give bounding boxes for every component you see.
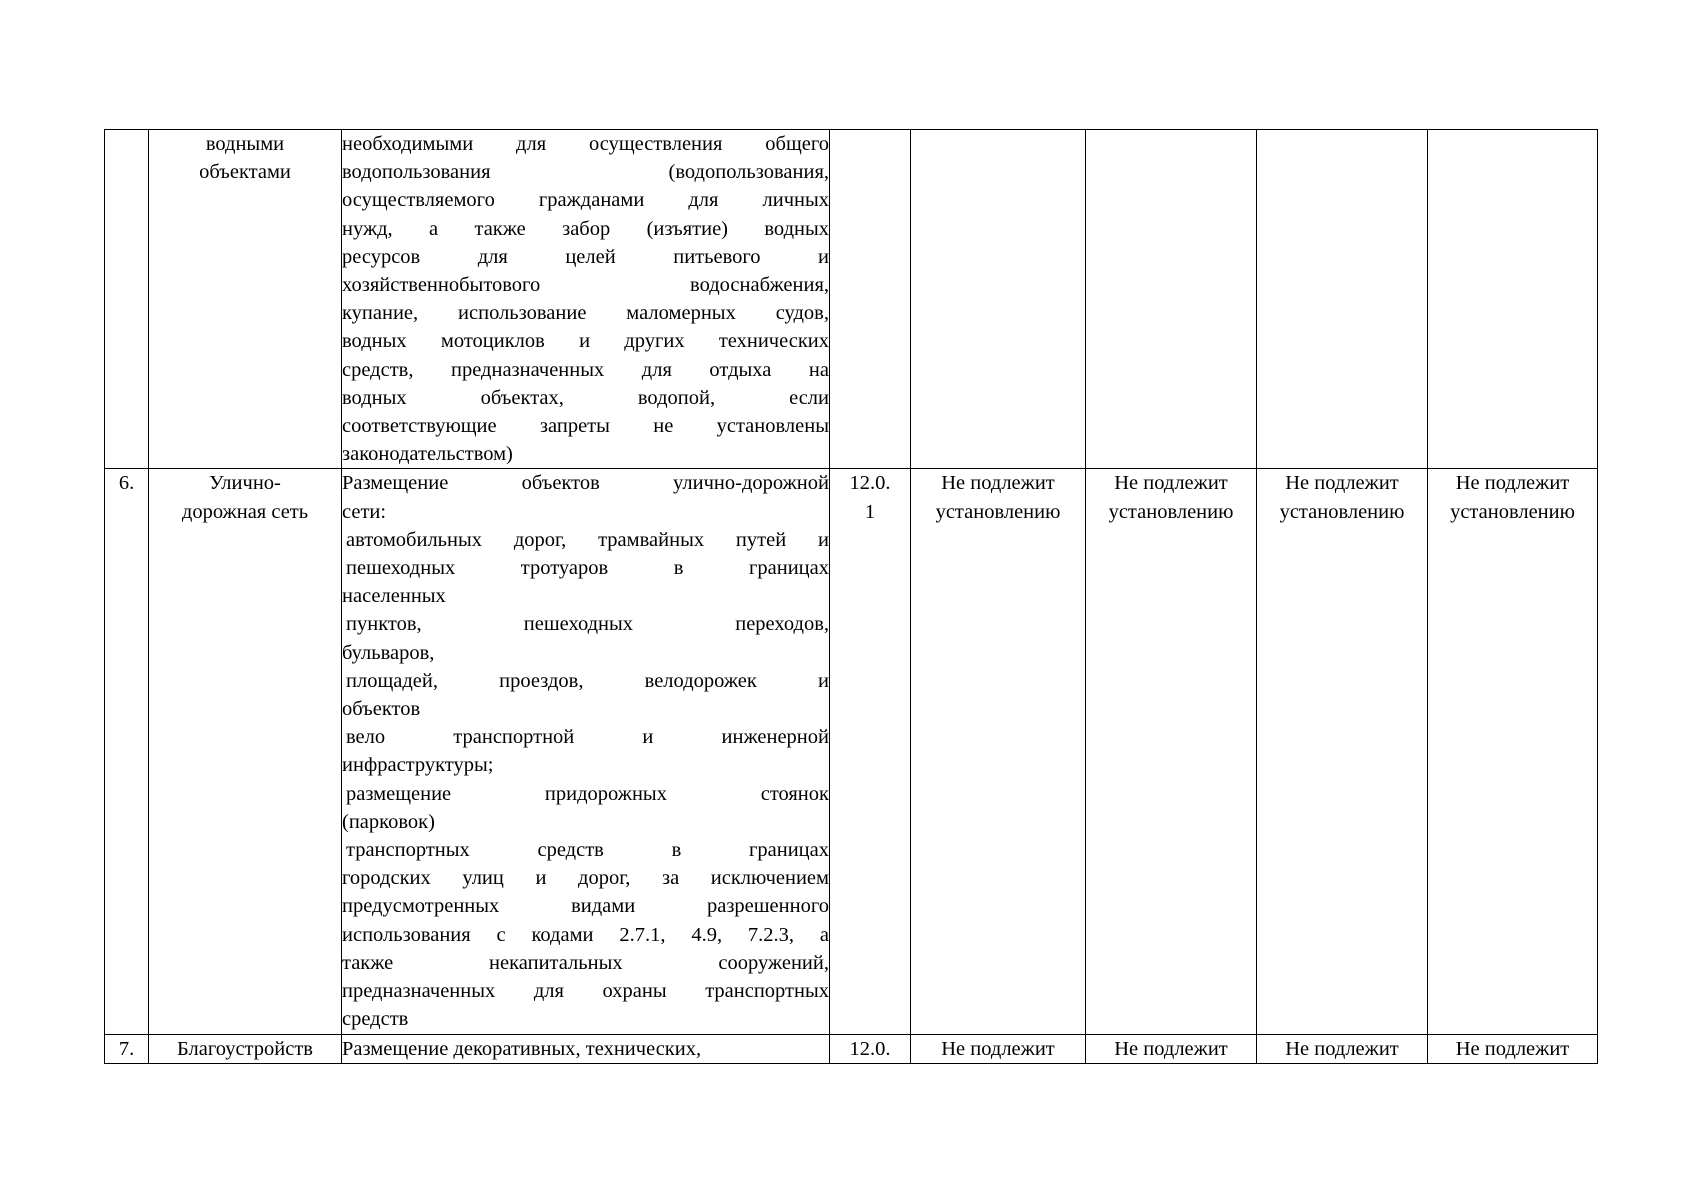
cell-line: Не подлежит xyxy=(941,472,1055,495)
description-line: населенных xyxy=(342,585,446,608)
use-code-cell xyxy=(830,130,911,469)
row-number-cell: 6. xyxy=(105,469,149,1034)
cell-line: 12.0. xyxy=(849,472,891,495)
parameter-value-cell-1 xyxy=(911,130,1086,469)
use-code-cell xyxy=(830,1034,911,1063)
description-line: автомобильных дорог, трамвайных путей и xyxy=(346,528,829,551)
cell-line: установлению xyxy=(935,500,1061,523)
cell-line: Не подлежит xyxy=(1114,472,1228,495)
use-description-cell xyxy=(342,469,830,1034)
parameter-value-cell-3 xyxy=(1257,130,1428,469)
parameter-value-cell-2 xyxy=(1086,1034,1257,1063)
parameter-value-cell-1 xyxy=(911,1034,1086,1063)
cell-line: 1 xyxy=(864,500,876,523)
description-line: также некапитальных сооружений, xyxy=(342,951,829,974)
description-line: средств, предназначенных для отдыха на xyxy=(342,358,829,381)
description-line: транспортных средств в границах xyxy=(346,839,829,862)
description-line: городских улиц и дорог, за исключением xyxy=(342,867,829,890)
cell-line: Не подлежит xyxy=(1285,472,1399,495)
table-row xyxy=(105,469,1598,1034)
description-line: ресурсов для целей питьевого и xyxy=(342,245,829,268)
parameter-value-cell-4 xyxy=(1428,1034,1598,1063)
description-line: соответствующие запреты не установлены xyxy=(342,415,829,438)
use-code-cell xyxy=(830,469,911,1034)
use-type-name-cell xyxy=(149,469,342,1034)
cell-line: Не подлежит xyxy=(1285,1037,1399,1060)
cell-line: Не подлежит xyxy=(941,1037,1055,1060)
description-line: законодательством) xyxy=(342,443,513,466)
description-line: водопользования (водопользования, xyxy=(342,161,829,184)
cell-line: установлению xyxy=(1450,500,1575,523)
cell-line: водными xyxy=(205,133,285,155)
parameter-value-cell-2 xyxy=(1086,130,1257,469)
parameter-value-cell-4 xyxy=(1428,130,1598,469)
description-line: Размещение объектов улично-дорожной xyxy=(342,472,829,495)
description-line: инфраструктуры; xyxy=(342,754,494,777)
land-use-table xyxy=(104,129,1598,1064)
cell-line: объектами xyxy=(199,161,291,184)
description-line: пунктов, пешеходных переходов, xyxy=(346,613,829,636)
parameter-value-cell-1 xyxy=(911,469,1086,1034)
description-line: объектов xyxy=(342,698,421,721)
parameter-value-cell-4 xyxy=(1428,469,1598,1034)
description-line: пешеходных тротуаров в границах xyxy=(346,557,829,580)
use-type-name-cell xyxy=(149,130,342,469)
description-line: средств xyxy=(342,1008,409,1031)
description-line: (парковок) xyxy=(342,810,435,833)
table-row xyxy=(105,130,1598,469)
description-line: водных мотоциклов и других технических xyxy=(342,330,829,353)
description-line: бульваров, xyxy=(342,641,435,664)
description-line: осуществляемого гражданами для личных xyxy=(342,189,829,212)
cell-line: Не подлежит xyxy=(1114,1037,1228,1060)
description-line: площадей, проездов, велодорожек и xyxy=(346,669,829,692)
cell-line: дорожная сеть xyxy=(181,500,309,523)
description-line: предназначенных для охраны транспортных xyxy=(342,980,829,1003)
parameter-value-cell-3 xyxy=(1257,1034,1428,1063)
description-line: необходимыми для осуществления общего xyxy=(342,133,829,155)
cell-line: установлению xyxy=(1279,500,1405,523)
table-row xyxy=(105,1034,1598,1063)
table-body xyxy=(105,130,1598,1064)
row-number-cell xyxy=(105,130,149,469)
cell-line: Не подлежит xyxy=(1455,472,1570,495)
description-line: сети: xyxy=(342,500,387,523)
row-number-cell: 7. xyxy=(105,1034,149,1063)
description-line: размещение придорожных стоянок xyxy=(346,782,829,805)
description-line: предусмотренных видами разрешенного xyxy=(342,895,829,918)
parameter-value-cell-2 xyxy=(1086,469,1257,1034)
description-line: использования с кодами 2.7.1, 4.9, 7.2.3, а xyxy=(342,923,829,946)
cell-line: установлению xyxy=(1108,500,1234,523)
description-line: Размещение декоративных, технических, xyxy=(342,1037,702,1060)
description-line: купание, использование маломерных судов, xyxy=(342,302,829,325)
parameter-value-cell-3 xyxy=(1257,469,1428,1034)
cell-line: 12.0. xyxy=(849,1037,891,1060)
cell-line: Улично- xyxy=(209,472,281,495)
use-description-cell xyxy=(342,130,830,469)
cell-line: Не подлежит xyxy=(1455,1037,1570,1060)
use-type-name-cell xyxy=(149,1034,342,1063)
description-line: вело транспортной и инженерной xyxy=(346,726,829,749)
description-line: водных объектах, водопой, если xyxy=(342,386,829,409)
description-line: хозяйственнобытового водоснабжения, xyxy=(342,274,829,297)
use-description-cell xyxy=(342,1034,830,1063)
cell-line: Благоустройств xyxy=(177,1037,313,1060)
description-line: нужд, а также забор (изъятие) водных xyxy=(342,217,829,240)
